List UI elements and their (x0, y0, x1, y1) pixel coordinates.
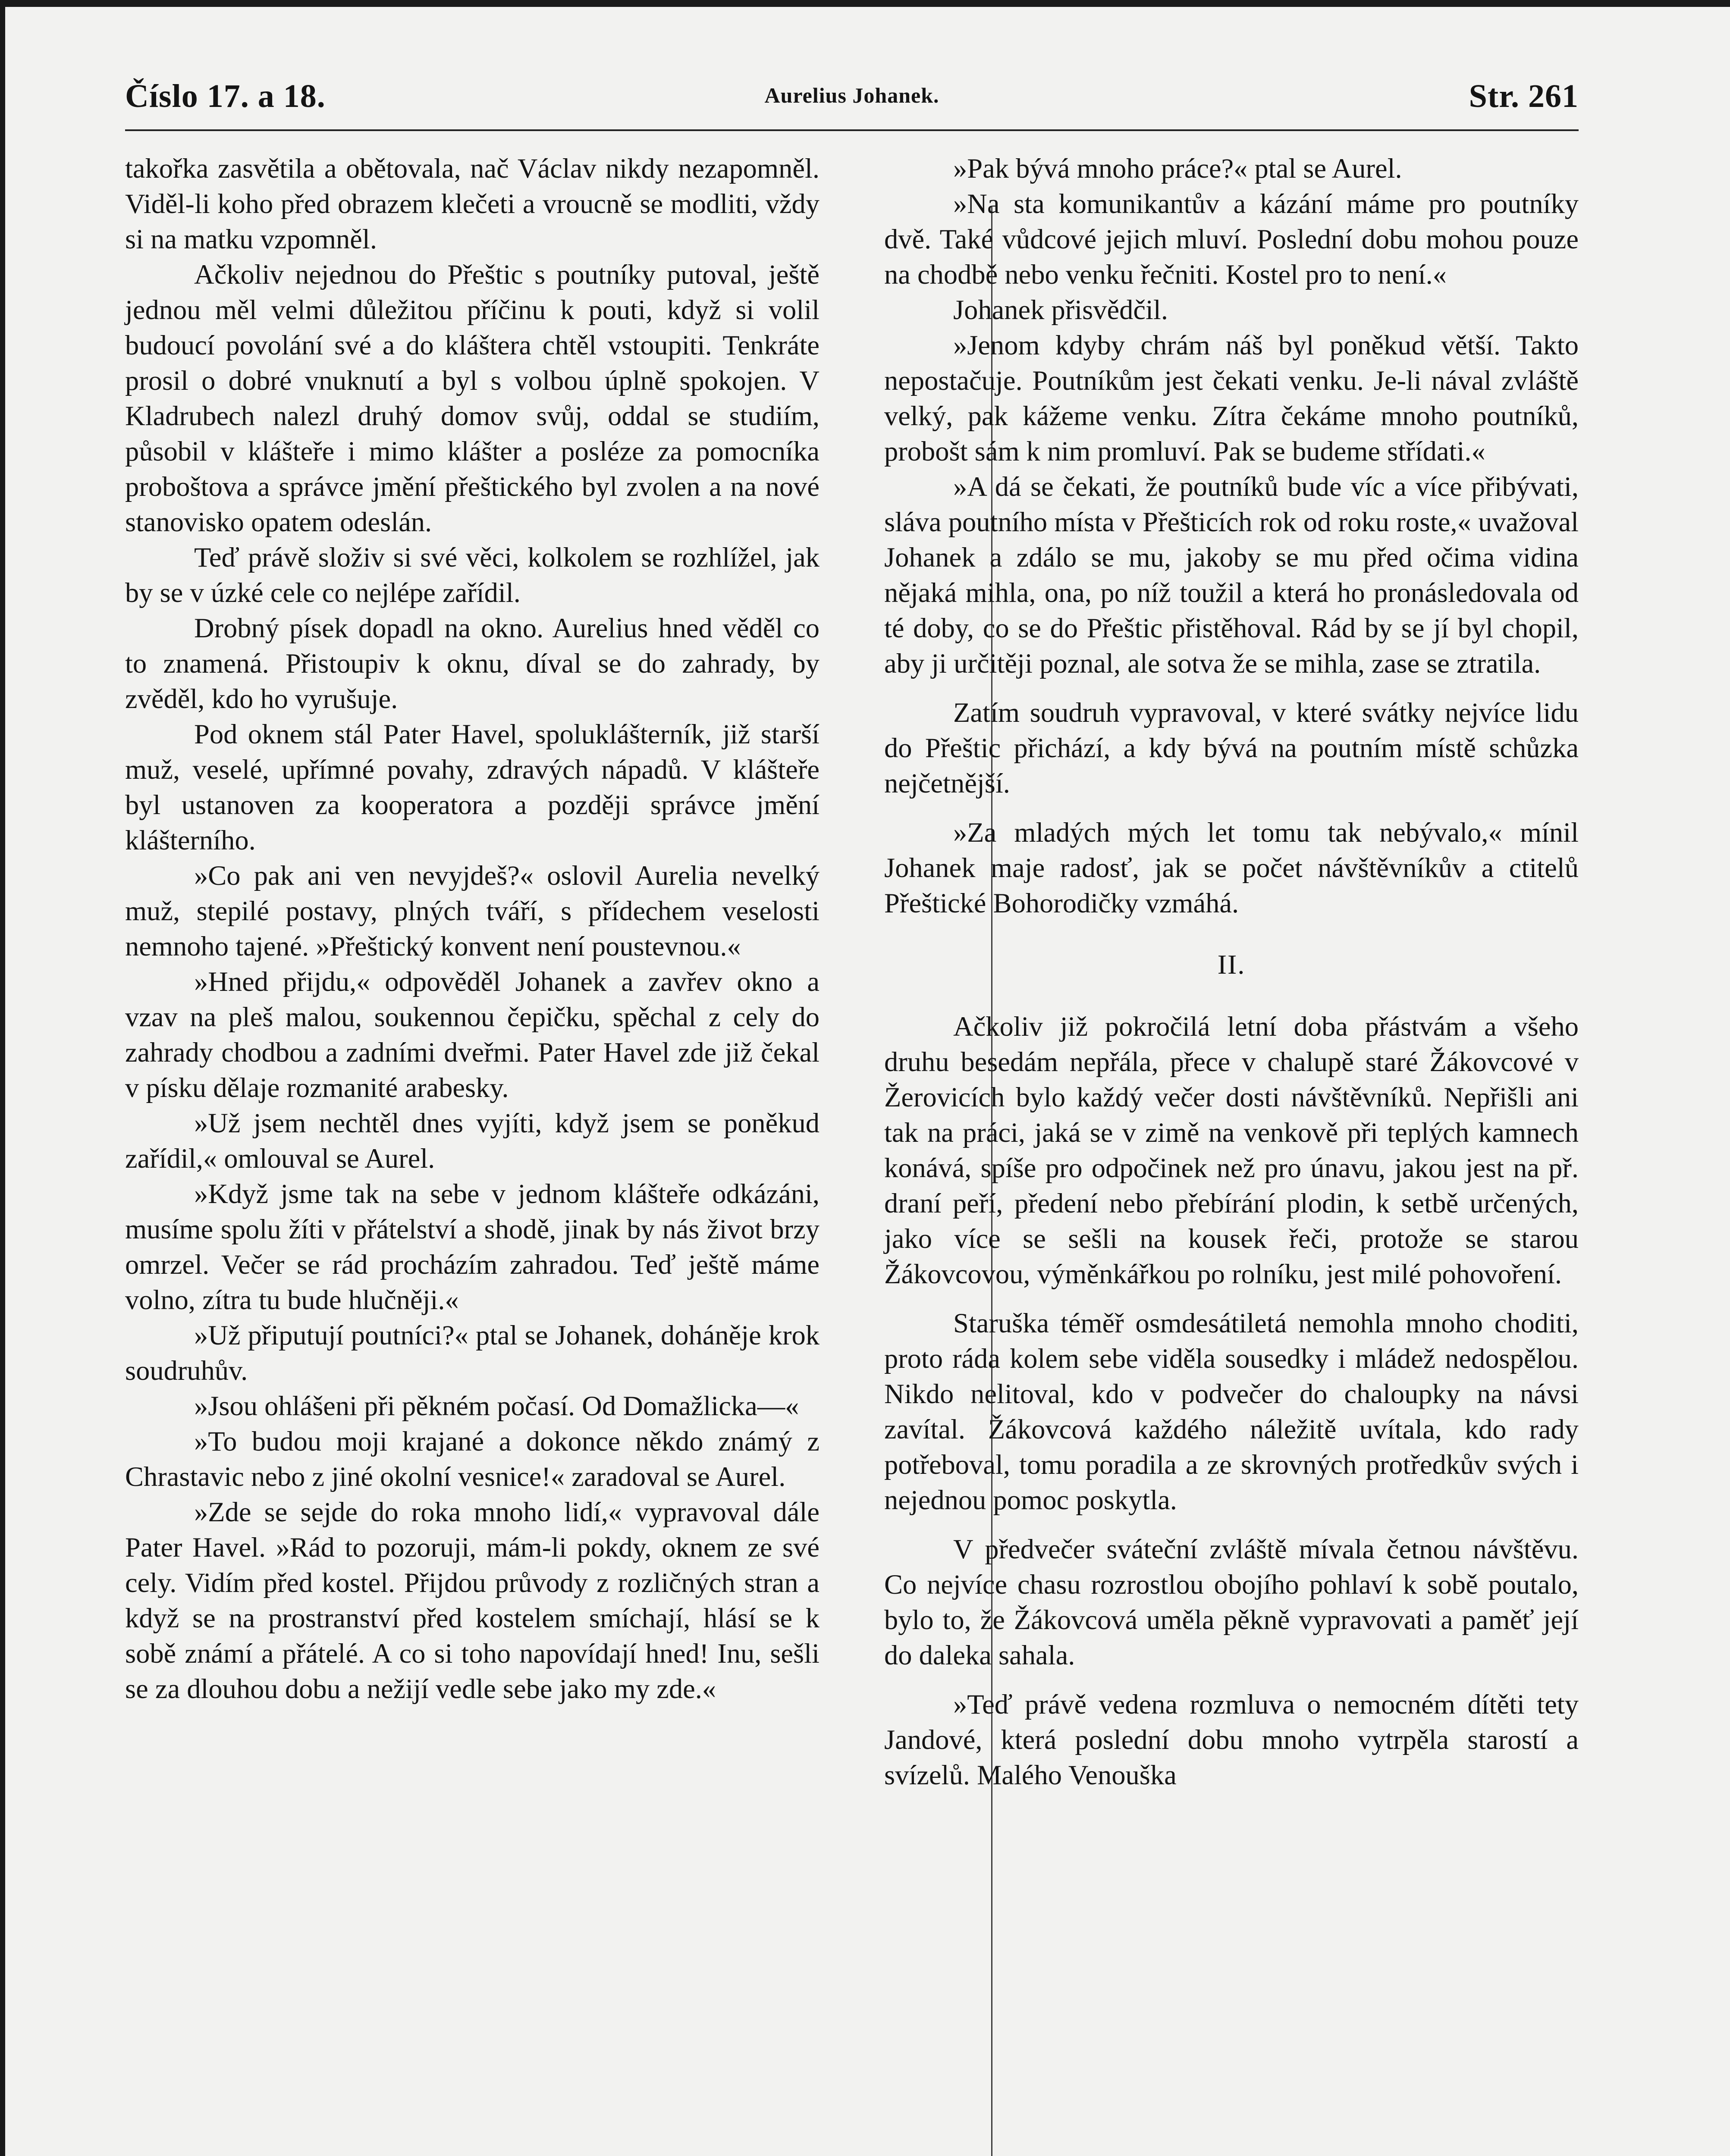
paragraph: »Jenom kdyby chrám náš byl poněkud větší. Takto nepostačuje. Poutníkům jest čekati venku. Je-li nával zvláště velký, pak kážeme venku. Zítra čekáme mnoho poutníků, probošt sám k nim promluví. Pak se budeme střídati.« (884, 330, 1579, 467)
paragraph: »Zde se sejde do roka mnoho lidí,« vypravoval dále Pater Havel. »Rád to pozoruji, mám-li pokdy, oknem ze své cely. Vidím před kostel. Přijdou průvody z rozličných stran a když se na prostranství před kostelem smíchají, hlásí se k sobě známí a přátelé. A co si toho napovídají hned! Inu, sešli se za dlouhou dobu a nežijí vedle sebe jako my zde.« (125, 1497, 819, 1704)
book-page (125, 65, 1579, 2156)
paragraph: takořka zasvětila a obětovala, nač Václav nikdy nezapomněl. Viděl-li koho před obrazem klečeti a vroucně se modliti, vždy si na matku vzpomněl. (125, 153, 819, 254)
paragraph: »Na sta komunikantův a kázání máme pro poutníky dvě. Také vůdcové jejich mluví. Poslední dobu mohou pouze na chodbě nebo venku řečniti. Kostel pro to není.« (884, 188, 1579, 290)
paragraph: Zatím soudruh vypravoval, v které svátky nejvíce lidu do Přeštic přichází, a kdy bývá na poutním místě schůzka nejčetnější. (884, 697, 1579, 799)
paragraph: Drobný písek dopadl na okno. Aurelius hned věděl co to znamená. Přistoupiv k oknu, díval se do zahrady, by zvěděl, kdo ho vyrušuje. (125, 613, 819, 714)
paragraph: »Jsou ohlášeni při pěkném počasí. Od Domažlicka—« (194, 1391, 799, 1421)
paragraph: Johanek přisvědčil. (953, 295, 1168, 325)
paragraph: »Když jsme tak na sebe v jednom klášteře odkázáni, musíme spolu žíti v přátelství a shodě, jinak by nás život brzy omrzel. Večer se rád procházím zahradou. Teď ještě máme volno, zítra tu bude hlučněji.« (125, 1178, 819, 1315)
paragraph: »Už připutují poutníci?« ptal se Johanek, doháněje krok soudruhův. (125, 1320, 819, 1386)
paragraph: »Pak bývá mnoho práce?« ptal se Aurel. (953, 153, 1402, 184)
paragraph: Ačkoliv nejednou do Přeštic s poutníky putoval, ještě jednou měl velmi důležitou příčinu k pouti, když si volil budoucí povolání své a do kláštera chtěl vstoupiti. Tenkráte prosil o dobré vnuknutí a byl s volbou úplně spokojen. V Kladrubech nalezl druhý domov svůj, oddal se studiím, působil v klášteře i mimo klášter a posléze za pomocníka proboštova a správce jmění přeštického byl zvolen a na nové stanovisko opatem odeslán. (125, 259, 819, 537)
paragraph: V předvečer sváteční zvláště mívala četnou návštěvu. Co nejvíce chasu rozrostlou obojího pohlaví k sobě poutalo, bylo to, že Žákovcová uměla pěkně vypravovati a paměť její do daleka sahala. (884, 1534, 1579, 1670)
paragraph: »Už jsem nechtěl dnes vyjíti, když jsem se poněkud zařídil,« omlouval se Aurel. (125, 1108, 819, 1174)
paragraph: Pod oknem stál Pater Havel, spoluklášterník, již starší muž, veselé, upřímné povahy, zdravých nápadů. V klášteře byl ustanoven za kooperatora a později správce jmění klášterního. (125, 719, 819, 856)
paragraph: »Co pak ani ven nevyjdeš?« oslovil Aurelia nevelký muž, stepilé postavy, plných tváří, s přídechem veselosti nemnoho tajené. »Přeštický konvent není poustevnou.« (125, 860, 819, 962)
paragraph: »A dá se čekati, že poutníků bude víc a více přibývati, sláva poutního místa v Přešticích rok od roku roste,« uvažoval Johanek a zdálo se mu, jakoby se mu před očima vidina nějaká mihla, ona, po níž toužil a která ho pronásledovala od té doby, co se do Přeštic přistěhoval. Rád by se jí byl chopil, aby ji určitěji poznal, ale sotva že se mihla, zase se ztratila. (884, 471, 1579, 679)
paragraph: Ačkoliv již pokročilá letní doba přástvám a všeho druhu besedám nepřála, přece v chalupě staré Žákovcové v Žerovicích bylo každý večer dosti návštěvníků. Nepřišli ani tak na práci, jaká se v zimě na venkově při teplých kamnech konává, spíše pro odpočinek než pro únavu, jakou jest na př. draní peří, předení nebo přebírání plodin, k setbě určených, jako více se sešli na kousek řeči, protože se starou Žákovcovou, výměnkářkou po rolníku, jest milé pohovoření. (884, 1011, 1579, 1289)
paragraph: »Hned přijdu,« odpověděl Johanek a zavřev okno a vzav na pleš malou, soukennou čepičku, spěchal z cely do zahrady chodbou a zadními dveřmi. Pater Havel zde již čekal v písku dělaje rozmanité arabesky. (125, 966, 819, 1103)
paragraph: »To budou moji krajané a dokonce někdo známý z Chrastavic nebo z jiné okolní vesnice!« zaradoval se Aurel. (125, 1426, 819, 1492)
paragraph: »Za mladých mých let tomu tak nebývalo,« mínil Johanek maje radosť, jak se počet návštěvníkův a ctitelů Přeštické Bohorodičky vzmáhá. (884, 817, 1579, 918)
page-number: Str. 261 (1469, 78, 1579, 114)
paragraph: Staruška téměř osmdesátiletá nemohla mnoho choditi, proto ráda kolem sebe viděla sousedky i mládež nedospělou. Nikdo nelitoval, kdo v podvečer do chaloupky na návsi zavítal. Žákovcová každého náležitě uvítala, kdo rady potřeboval, tomu poradila a ze skrovných protředkův svých i nejednou pomoc poskytla. (884, 1308, 1579, 1515)
issue-number: Číslo 17. a 18. (125, 78, 326, 114)
section-heading: II. (1217, 949, 1246, 980)
paragraph: Teď právě složiv si své věci, kolkolem se rozhlížel, jak by se v úzké cele co nejlépe zařídil. (125, 542, 819, 608)
right-column (884, 151, 1579, 1793)
page-header (125, 65, 1579, 131)
running-title: Aurelius Johanek. (764, 83, 939, 107)
left-column (125, 151, 819, 1707)
paragraph: »Teď právě vedena rozmluva o nemocném dítěti tety Jandové, která poslední dobu mnoho vytrpěla starostí a svízelů. Malého Venouška (884, 1689, 1579, 1790)
